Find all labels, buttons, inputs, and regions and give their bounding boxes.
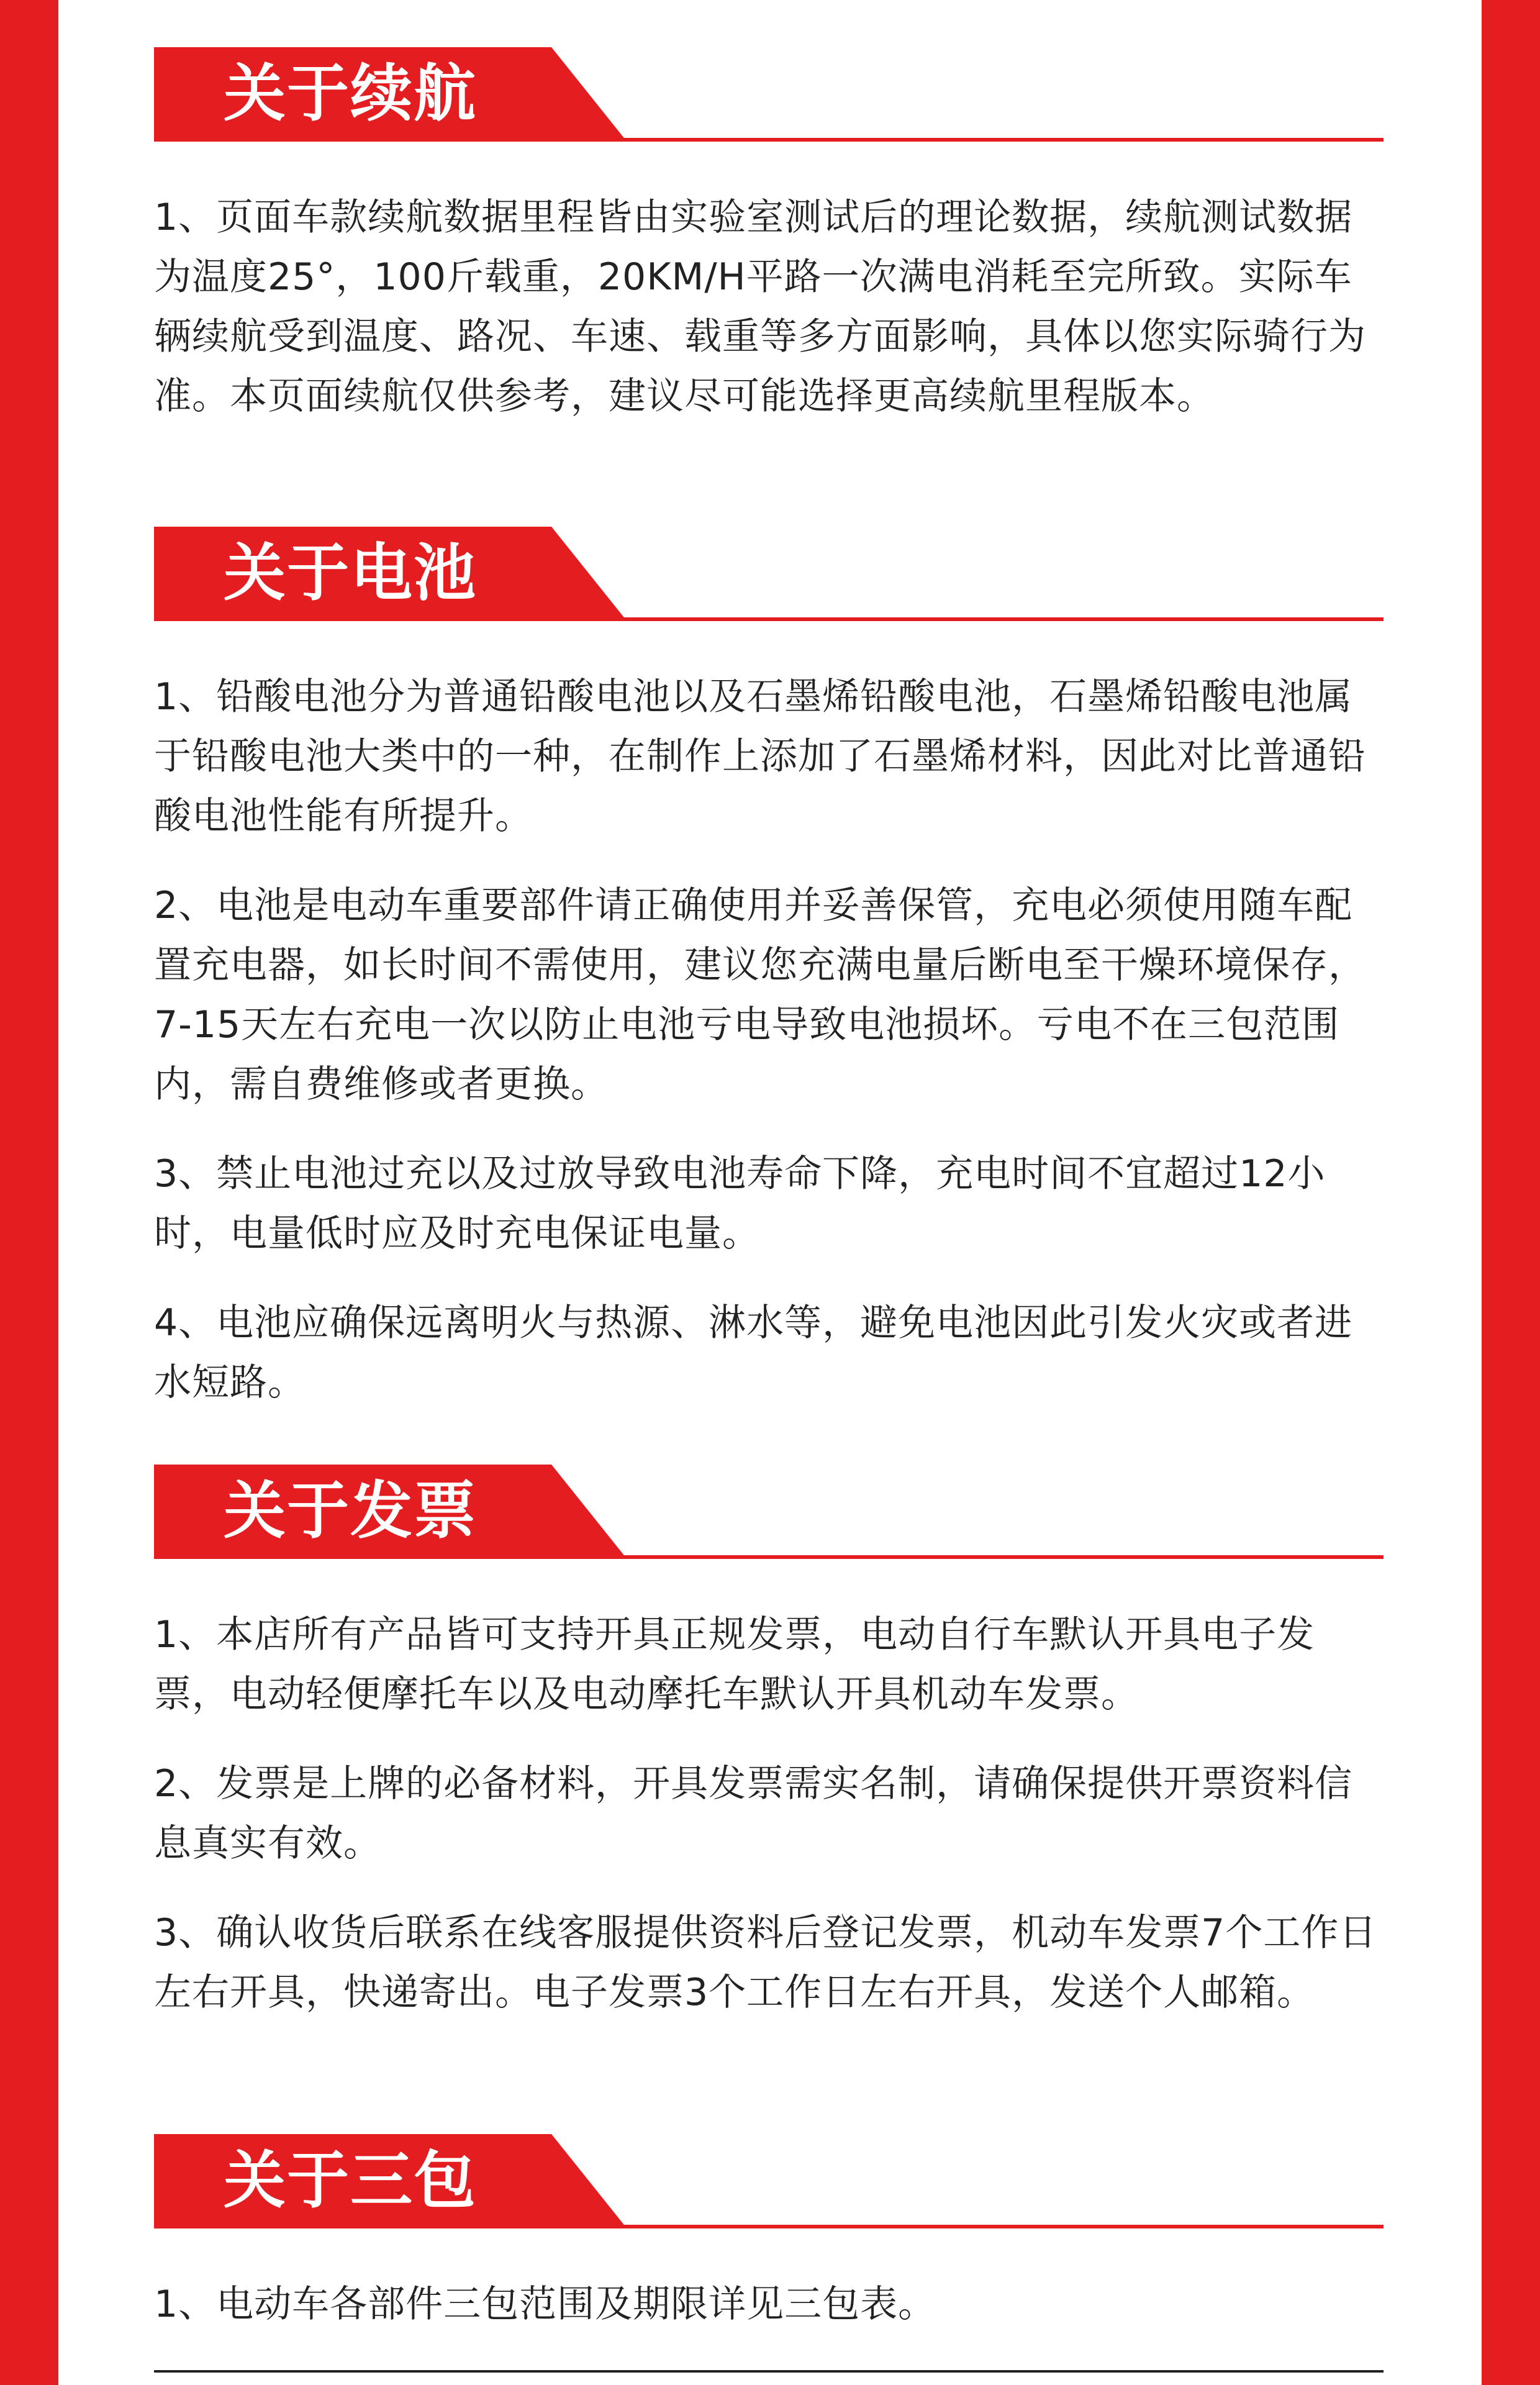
section-body xyxy=(154,1605,1384,2022)
section-title: 关于三包 xyxy=(224,2144,477,2217)
paragraph: 2、电池是电动车重要部件请正确使用并妥善保管，充电必须使用随车配置充电器，如长时间不需使用，建议您充满电量后断电至干燥环境保存，7-15天左右充电一次以防止电池亏电导致电池损坏。亏电不在三包范围内，需自费维修或者更换。 xyxy=(154,884,1366,1106)
section-heading xyxy=(154,2134,1384,2232)
section-body xyxy=(154,188,1384,426)
section-range xyxy=(154,47,1384,456)
section-body xyxy=(154,667,1384,1412)
heading-underline xyxy=(154,1555,1384,1559)
section-title: 关于发票 xyxy=(224,1474,477,1547)
section-heading xyxy=(154,1465,1384,1563)
paragraph: 1、页面车款续航数据里程皆由实验室测试后的理论数据，续航测试数据为温度25°，100斤载重，20KM/H平路一次满电消耗至完所致。实际车辆续航受到温度、路况、车速、载重等多方面影响，具体以您实际骑行为准。本页面续航仅供参考，建议尽可能选择更高续航里程版本。 xyxy=(154,196,1366,418)
section-title: 关于续航 xyxy=(224,57,477,130)
paragraph: 3、禁止电池过充以及过放导致电池寿命下降，充电时间不宜超过12小时，电量低时应及时充电保证电量。 xyxy=(154,1152,1326,1255)
content-panel xyxy=(58,0,1482,2385)
section-heading xyxy=(154,47,1384,145)
heading-underline xyxy=(154,138,1384,142)
heading-underline xyxy=(154,2225,1384,2228)
paragraph: 1、本店所有产品皆可支持开具正规发票，电动自行车默认开具电子发票，电动轻便摩托车以及电动摩托车默认开具机动车发票。 xyxy=(154,1613,1315,1716)
paragraph: 2、发票是上牌的必备材料，开具发票需实名制，请确保提供开票资料信息真实有效。 xyxy=(154,1762,1353,1865)
section-warranty xyxy=(154,2134,1384,2364)
heading-underline xyxy=(154,617,1384,621)
paragraph: 4、电池应确保远离明火与热源、淋水等，避免电池因此引发火灾或者进水短路。 xyxy=(154,1301,1353,1404)
paragraph: 1、电动车各部件三包范围及期限详见三包表。 xyxy=(154,2283,936,2326)
paragraph: 1、铅酸电池分为普通铅酸电池以及石墨烯铅酸电池，石墨烯铅酸电池属于铅酸电池大类中的一种，在制作上添加了石墨烯材料，因此对比普通铅酸电池性能有所提升。 xyxy=(154,675,1366,838)
paragraph: 3、确认收货后联系在线客服提供资料后登记发票，机动车发票7个工作日左右开具，快递寄出。电子发票3个工作日左右开具，发送个人邮箱。 xyxy=(154,1911,1377,2014)
section-title: 关于电池 xyxy=(224,537,477,609)
section-body xyxy=(154,2274,1384,2334)
section-invoice xyxy=(154,1465,1384,2052)
section-heading xyxy=(154,527,1384,625)
section-battery xyxy=(154,527,1384,1442)
divider xyxy=(154,2370,1384,2373)
